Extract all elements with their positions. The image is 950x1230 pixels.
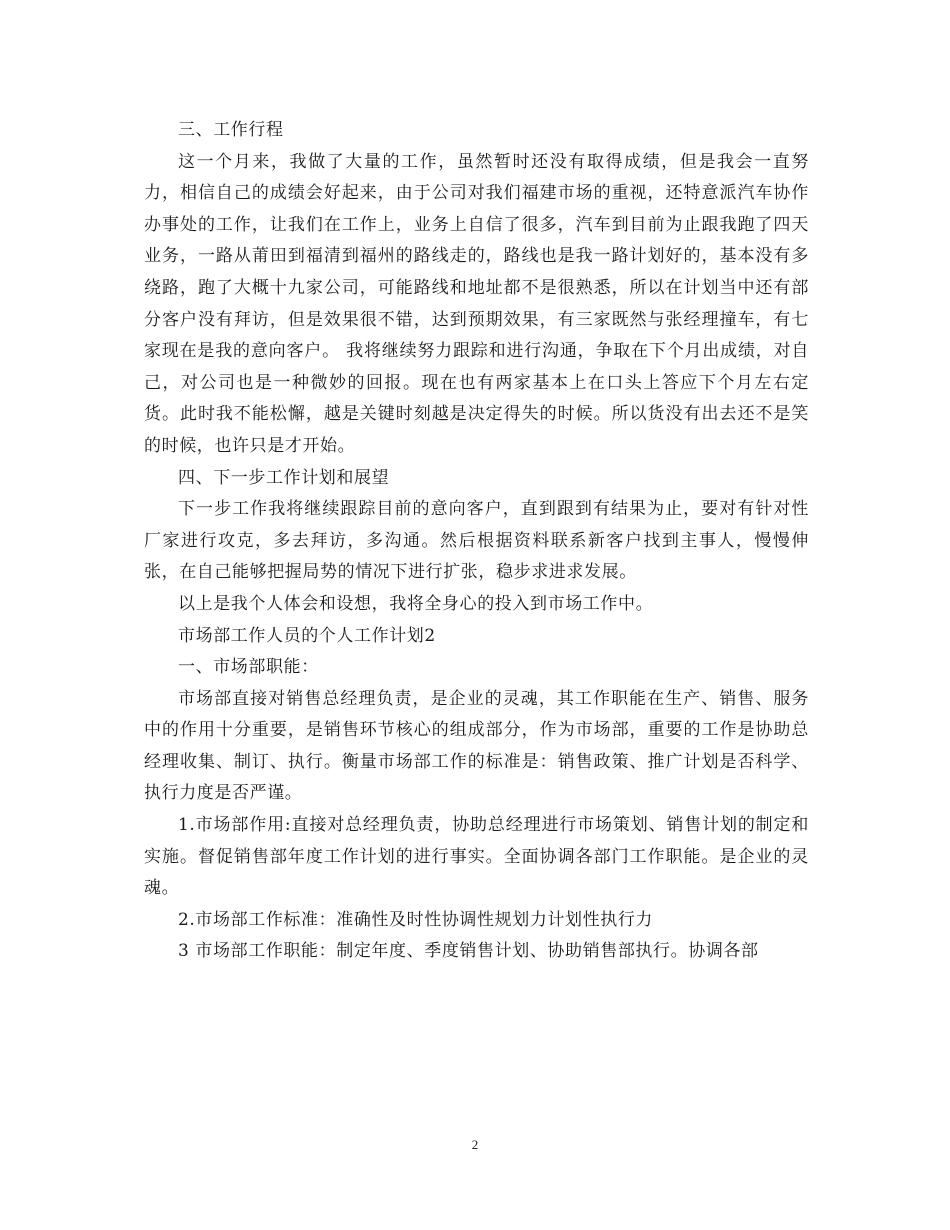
paragraph-summary: 以上是我个人体会和设想，我将全身心的投入到市场工作中。	[178, 593, 654, 614]
list-item-market-standards: 2.市场部工作标准：准确性及时性协调性规划力计划性执行力	[178, 909, 654, 930]
section-heading-work-schedule: 三、工作行程	[178, 120, 284, 140]
list-item-market-role: 1.市场部作用:直接对总经理负责，协助总经理进行市场策划、销售计划的制定和实施。督促销售部年度工作计划的进行事实。全面协调各部门工作职能。是企业的灵魂。	[144, 815, 809, 899]
list-item-market-duties: 3 市场部工作职能：制定年度、季度销售计划、协助销售部执行。协调各部	[178, 941, 759, 962]
paragraph-next-plan: 下一步工作我将继续跟踪目前的意向客户，直到跟到有结果为止，要对有针对性厂家进行攻克，多去拜访，多沟通。然后根据资料联系新客户找到主事人，慢慢伸张，在自己能够把握局势的情况下进行扩张，稳步求进求发展。	[144, 499, 809, 583]
paragraph-market-functions: 市场部直接对销售总经理负责，是企业的灵魂，其工作职能在生产、销售、服务中的作用十分重要，是销售环节核心的组成部分，作为市场部，重要的工作是协助总经理收集、制订、执行。衡量市场部工作的标准是：销售政策、推广计划是否科学、执行力度是否严谨。	[144, 688, 809, 804]
paragraph-work-schedule: 这一个月来，我做了大量的工作，虽然暂时还没有取得成绩，但是我会一直努力，相信自己的成绩会好起来，由于公司对我们福建市场的重视，还特意派汽车协作办事处的工作，让我们在工作上，业务上自信了很多，汽车到目前为止跟我跑了四天业务，一路从莆田到福清到福州的路线走的，路线也是我一路计划好的，基本没有多绕路，跑了大概十九家公司，可能路线和地址都不是很熟悉，所以在计划当中还有部分客户没有拜访，但是效果很不错，达到预期效果，有三家既然与张经理撞车，有七家现在是我的意向客户。 我将继续努力跟踪和进行沟通，争取在下个月出成绩，对自己，对公司也是一种微妙的回报。现在也有两家基本上在口头上答应下个月左右定货。此时我不能松懈，越是关键时刻越是决定得失的时候。所以货没有出去还不是笑的时候，也许只是才开始。	[144, 151, 809, 456]
document-subtitle: 市场部工作人员的个人工作计划2	[178, 625, 436, 646]
section-heading-market-functions: 一、市场部职能：	[178, 657, 319, 678]
document-body	[144, 115, 809, 968]
page-number: 2	[471, 1137, 479, 1152]
section-heading-next-plan: 四、下一步工作计划和展望	[178, 467, 390, 488]
